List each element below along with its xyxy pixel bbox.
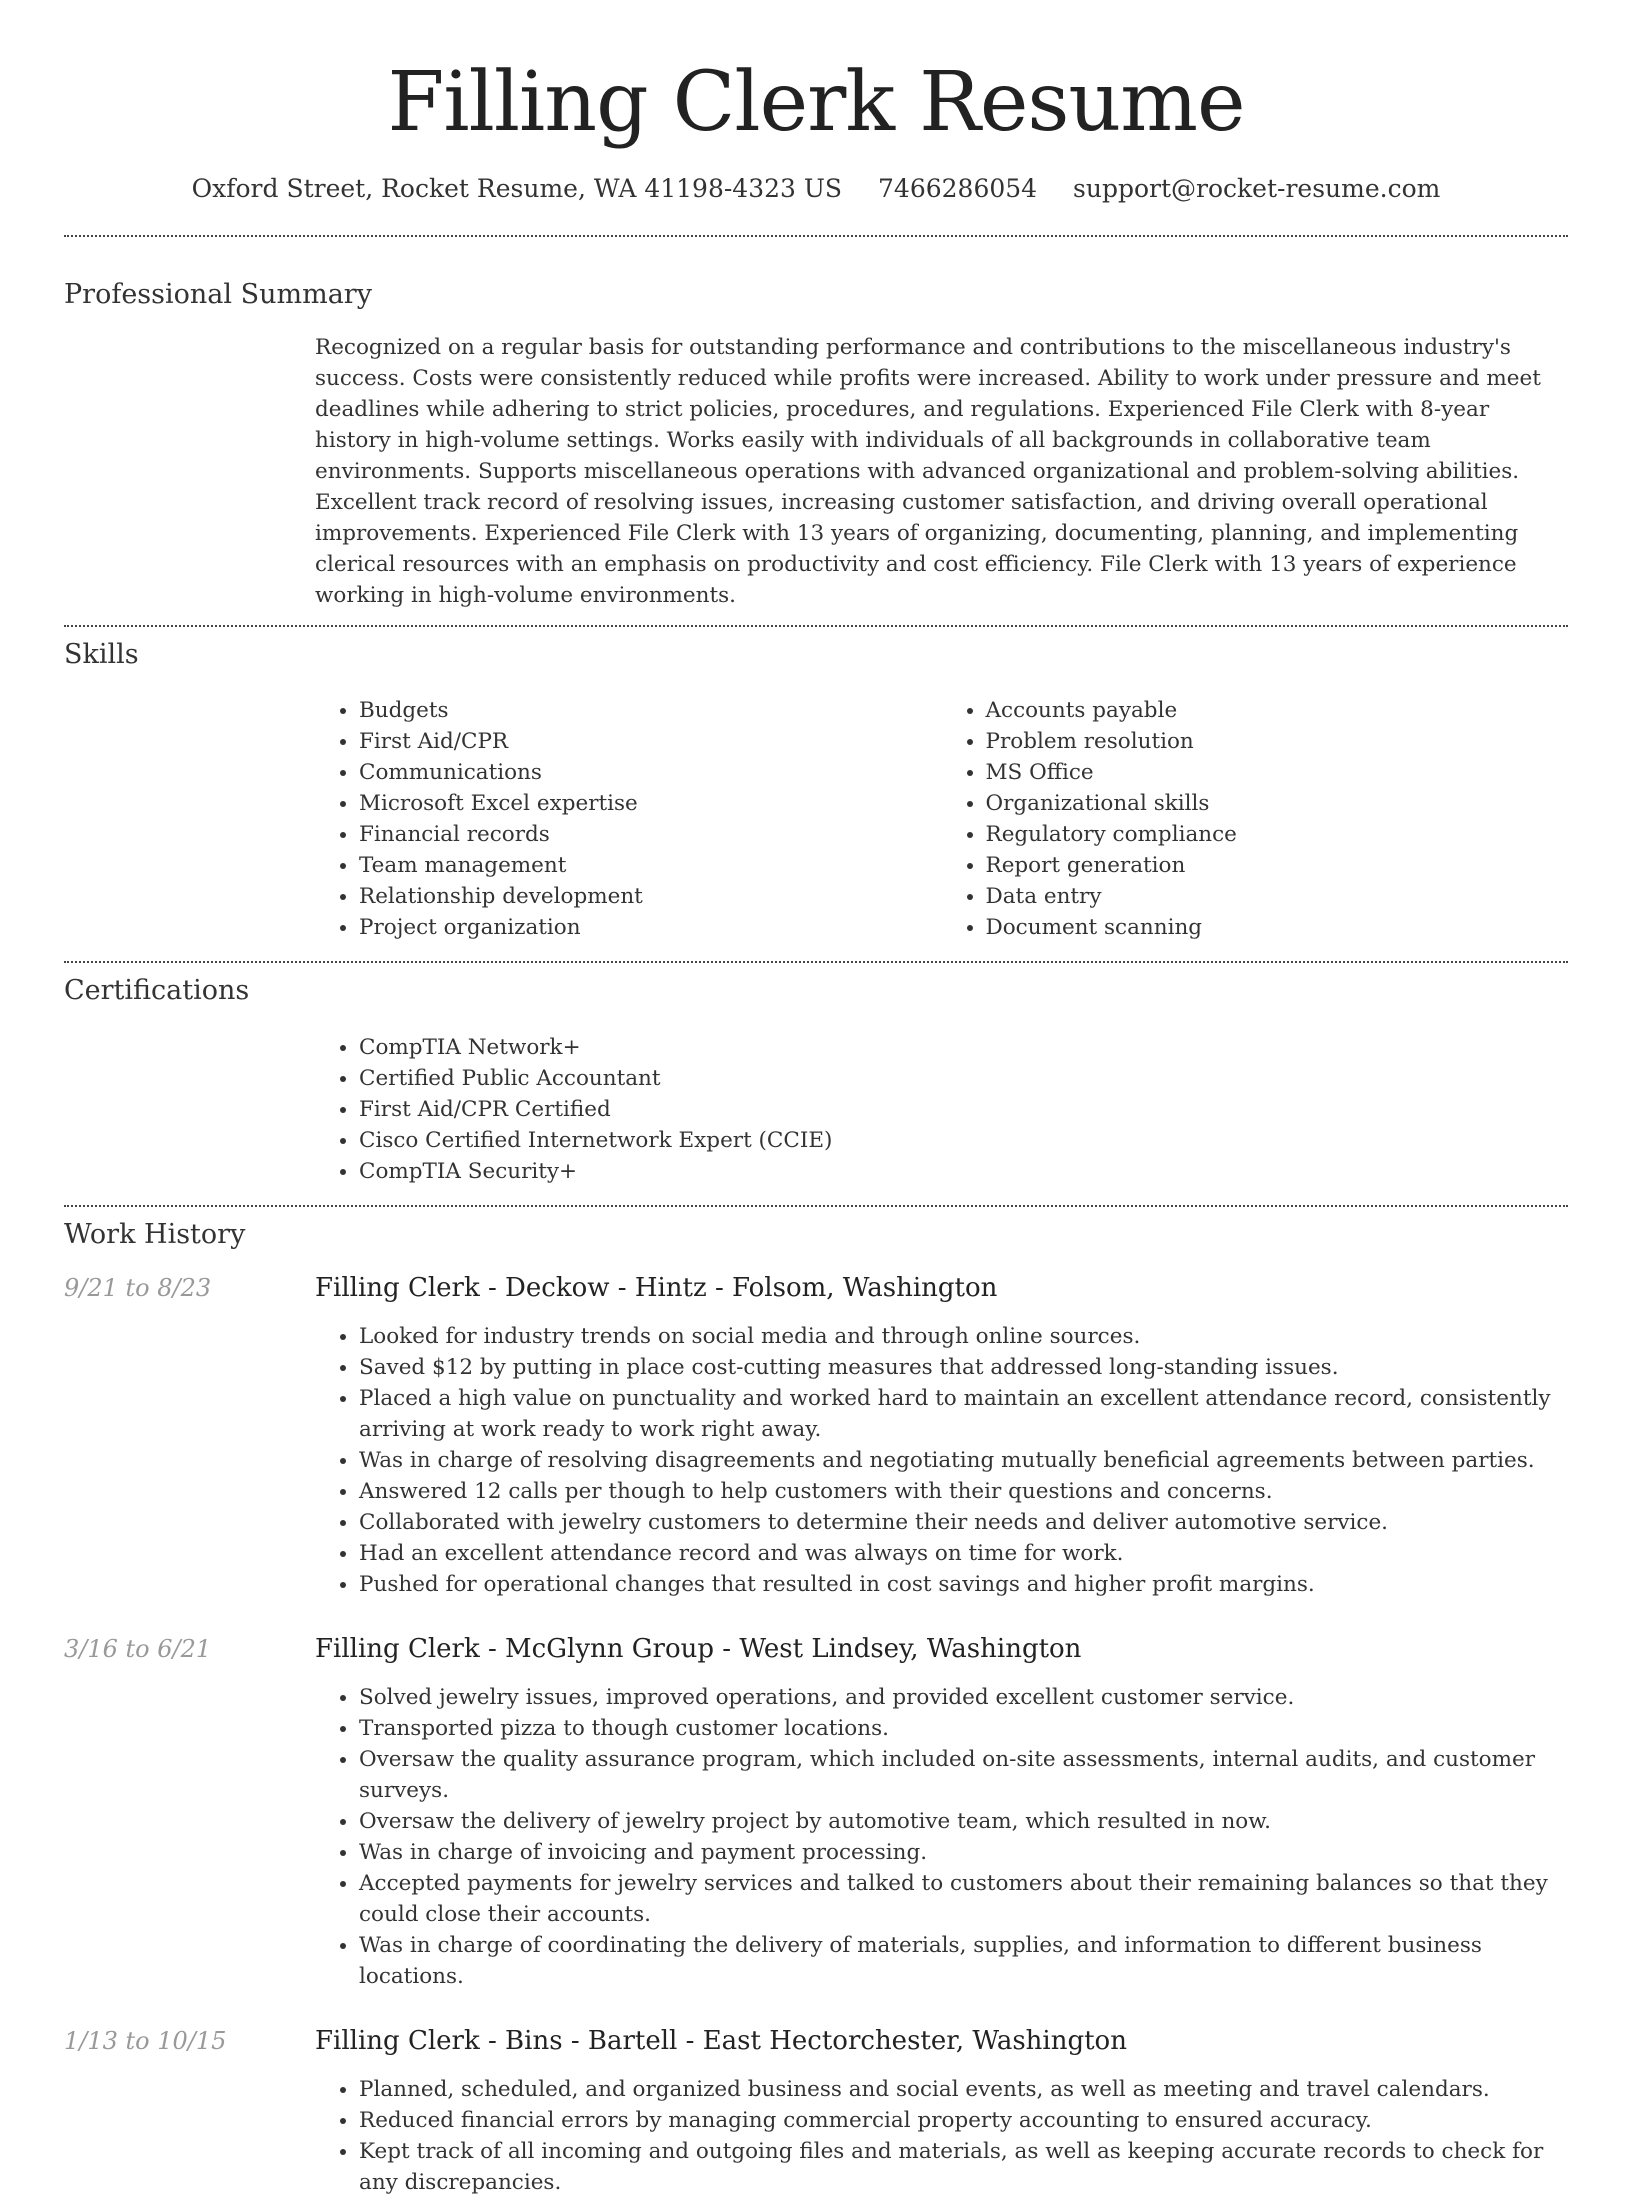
certification-item: • First Aid/CPR Certified	[359, 1094, 1568, 1125]
skill-item: • First Aid/CPR	[359, 726, 942, 757]
summary-section	[64, 279, 1568, 610]
job-bullets	[315, 1321, 1568, 1600]
job-bullet: • Answered 12 calls per though to help customers with their questions and concerns.	[359, 1476, 1568, 1507]
job-bullet: • Solved jewelry issues, improved operations, and provided excellent customer service.	[359, 1682, 1568, 1713]
job-bullet: • Planned, scheduled, and organized business and social events, as well as meeting and travel calendars.	[359, 2074, 1568, 2105]
job-title: Filling Clerk - Bins - Bartell - East Hectorchester, Washington	[315, 2025, 1127, 2056]
job-dates: 9/21 to 8/23	[64, 1273, 212, 1302]
job-bullet: • Looked for industry trends on social media and through online sources.	[359, 1321, 1568, 1352]
job-bullet: • Was in charge of resolving disagreements and negotiating mutually beneficial agreements between parties.	[359, 1445, 1568, 1476]
skill-item: • Problem resolution	[986, 726, 1569, 757]
job-bullet: • Oversaw the delivery of jewelry project by automotive team, which resulted in now.	[359, 1806, 1568, 1837]
job-bullet: • Was in charge of invoicing and payment processing.	[359, 1837, 1568, 1868]
summary-heading: Professional Summary	[64, 279, 372, 311]
skill-item: • MS Office	[986, 757, 1569, 788]
certifications-section	[64, 975, 1568, 1186]
job-bullets	[315, 2074, 1568, 2198]
job-bullet: • Oversaw the quality assurance program, which included on-site assessments, internal audits, and customer surveys.	[359, 1744, 1568, 1806]
certification-item: • Cisco Certified Internetwork Expert (CCIE)	[359, 1125, 1568, 1156]
certification-item: • Certified Public Accountant	[359, 1063, 1568, 1094]
job-entry	[64, 1273, 1568, 1600]
job-bullet: • Saved $12 by putting in place cost-cutting measures that addressed long-standing issues.	[359, 1352, 1568, 1383]
skill-item: • Report generation	[986, 850, 1569, 881]
divider	[64, 1205, 1568, 1207]
job-bullet: • Reduced financial errors by managing commercial property accounting to ensured accuracy.	[359, 2105, 1568, 2136]
skill-item: • Microsoft Excel expertise	[359, 788, 942, 819]
skill-item: • Budgets	[359, 695, 942, 726]
skill-item: • Relationship development	[359, 881, 942, 912]
skill-item: • Communications	[359, 757, 942, 788]
skill-item: • Regulatory compliance	[986, 819, 1569, 850]
job-title: Filling Clerk - Deckow - Hintz - Folsom, Washington	[315, 1272, 998, 1303]
certification-item: • CompTIA Network+	[359, 1032, 1568, 1063]
email: support@rocket-resume.com	[1073, 174, 1441, 204]
certifications-heading: Certifications	[64, 975, 250, 1007]
job-bullet: • Had an excellent attendance record and was always on time for work.	[359, 1538, 1568, 1569]
job-bullet: • Collaborated with jewelry customers to determine their needs and deliver automotive service.	[359, 1507, 1568, 1538]
job-bullets	[315, 1682, 1568, 1992]
work-history-heading: Work History	[64, 1218, 246, 1250]
skills-section	[64, 639, 1568, 943]
phone: 7466286054	[878, 174, 1038, 204]
skills-list-left	[315, 695, 942, 943]
skill-item: • Financial records	[359, 819, 942, 850]
contact-line	[0, 174, 1632, 203]
job-bullet: • Placed a high value on punctuality and worked hard to maintain an excellent attendance record, consistently arriving at work ready to work right away.	[359, 1383, 1568, 1445]
skill-item: • Document scanning	[986, 912, 1569, 943]
job-title: Filling Clerk - McGlynn Group - West Lindsey, Washington	[315, 1633, 1082, 1664]
work-history-section	[64, 1219, 1568, 2198]
job-bullet: • Was in charge of coordinating the delivery of materials, supplies, and information to different business locations.	[359, 1930, 1568, 1992]
skills-list-right	[942, 695, 1569, 943]
job-bullet: • Transported pizza to though customer locations.	[359, 1713, 1568, 1744]
skill-item: • Organizational skills	[986, 788, 1569, 819]
divider	[64, 235, 1568, 237]
certification-item: • CompTIA Security+	[359, 1156, 1568, 1187]
job-bullet: • Accepted payments for jewelry services and talked to customers about their remaining balances so that they could close their accounts.	[359, 1868, 1568, 1930]
summary-text: Recognized on a regular basis for outstanding performance and contributions to the miscellaneous industry's success. Costs were consistently reduced while profits were increased. Ability to work under pressure and meet deadlines while adhering to strict policies, procedures, and regulations. Experienced File Clerk with 8-year history in high-volume settings. Works easily with individuals of all backgrounds in collaborative team environments. Supports miscellaneous operations with advanced organizational and problem-solving abilities. Excellent track record of resolving issues, increasing customer satisfaction, and driving overall operational improvements. Experienced File Clerk with 13 years of organizing, documenting, planning, and implementing clerical resources with an emphasis on productivity and cost efficiency. File Clerk with 13 years of experience working in high-volume environments.	[315, 334, 1541, 608]
job-dates: 3/16 to 6/21	[64, 1634, 212, 1663]
resume-header	[0, 0, 1632, 203]
skills-heading: Skills	[64, 638, 139, 670]
skill-item: • Team management	[359, 850, 942, 881]
resume-title: Filling Clerk Resume	[387, 55, 1245, 150]
skill-item: • Data entry	[986, 881, 1569, 912]
job-bullet: • Kept track of all incoming and outgoing files and materials, as well as keeping accurate records to check for any discrepancies.	[359, 2136, 1568, 2198]
skill-item: • Accounts payable	[986, 695, 1569, 726]
address: Oxford Street, Rocket Resume, WA 41198-4323 US	[191, 174, 843, 204]
certifications-list	[315, 1032, 1568, 1187]
skill-item: • Project organization	[359, 912, 942, 943]
divider	[64, 625, 1568, 627]
job-dates: 1/13 to 10/15	[64, 2026, 227, 2055]
job-bullet: • Pushed for operational changes that resulted in cost savings and higher profit margins.	[359, 1569, 1568, 1600]
divider	[64, 961, 1568, 963]
job-entry	[64, 1634, 1568, 1992]
